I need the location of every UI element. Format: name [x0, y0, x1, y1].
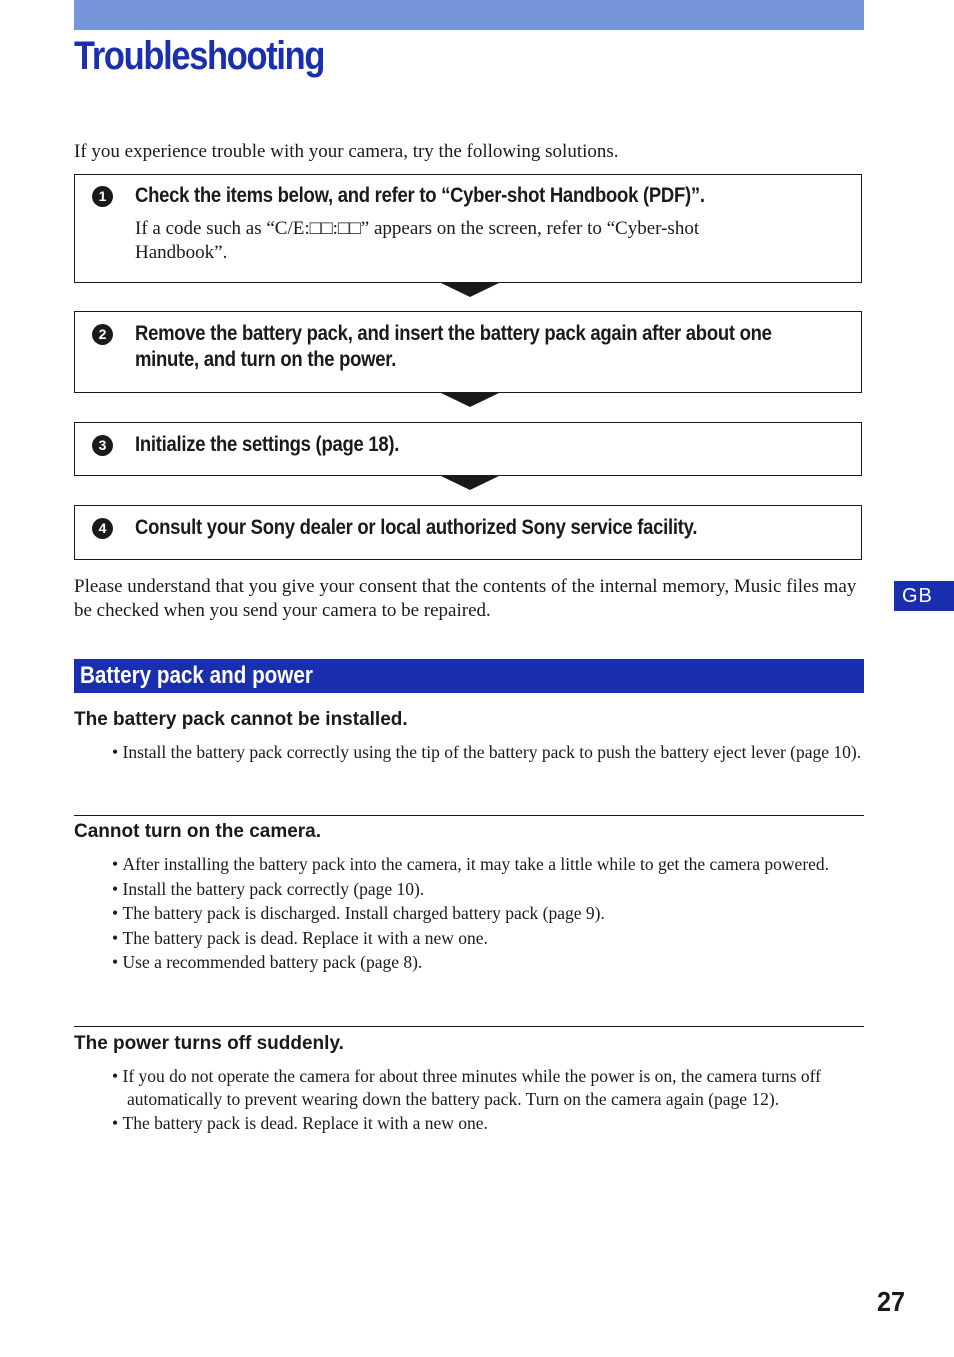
step-2-box: [74, 311, 862, 393]
step-1-subtext-line1: If a code such as “C/E:□□:□□” appears on the screen, refer to “Cyber-shot: [135, 218, 700, 239]
issue-bullet-list: [112, 1065, 864, 1137]
divider: [74, 815, 864, 816]
bullet-item: • Install the battery pack correctly using the tip of the battery pack to push the battery eject lever (page 10).: [112, 741, 864, 764]
issue-title: Cannot turn on the camera.: [74, 821, 322, 842]
consent-text: Please understand that you give your consent that the contents of the internal memory, Music files may be checked when you send your camera to be repaired.: [74, 576, 857, 621]
bullet-item: • If you do not operate the camera for about three minutes while the power is on, the camera turns off automatically to prevent wearing down the battery pack. Turn on the camera again (page 12).: [112, 1065, 864, 1110]
step-3-number: 3: [92, 435, 113, 456]
step-1-text: Check the items below, and refer to “Cyber-shot Handbook (PDF)”.: [135, 184, 705, 207]
header-bar: [74, 0, 864, 30]
divider: [74, 1026, 864, 1027]
page-title: Troubleshooting: [74, 34, 325, 78]
step-4-number: 4: [92, 518, 113, 539]
step-1-number: 1: [92, 186, 113, 207]
step-2-number: 2: [92, 324, 113, 345]
step-4-box: [74, 505, 862, 560]
step-4-text: Consult your Sony dealer or local authorized Sony service facility.: [135, 516, 698, 539]
bullet-item: • Install the battery pack correctly (page 10).: [112, 878, 864, 901]
arrow-down-icon: [441, 283, 499, 297]
arrow-down-icon: [441, 476, 499, 490]
bullet-item: • Use a recommended battery pack (page 8).: [112, 951, 864, 974]
issue-title: The battery pack cannot be installed.: [74, 709, 408, 730]
step-1-subtext-line2: Handbook”.: [135, 242, 228, 263]
issue-title: The power turns off suddenly.: [74, 1033, 344, 1054]
section-header: [74, 659, 864, 693]
bullet-item: • The battery pack is dead. Replace it with a new one.: [112, 1112, 864, 1135]
step-2-text-line2: minute, and turn on the power.: [135, 348, 397, 371]
step-2-text-line1: Remove the battery pack, and insert the battery pack again after about one: [135, 322, 772, 345]
bullet-item: • The battery pack is dead. Replace it with a new one.: [112, 927, 864, 950]
step-3-text: Initialize the settings (page 18).: [135, 433, 400, 456]
intro-text: If you experience trouble with your camera, try the following solutions.: [74, 141, 619, 162]
step-3-box: [74, 422, 862, 476]
section-title: Battery pack and power: [80, 662, 313, 689]
issue-bullet-list: [112, 853, 864, 976]
arrow-down-icon: [441, 393, 499, 407]
page-number: 27: [877, 1286, 906, 1317]
issue-bullet-list: [112, 741, 864, 766]
step-1-box: [74, 174, 862, 283]
bullet-item: • The battery pack is discharged. Install charged battery pack (page 9).: [112, 902, 864, 925]
bullet-item: • After installing the battery pack into the camera, it may take a little while to get the camera powered.: [112, 853, 864, 876]
language-tab: GB: [894, 581, 954, 611]
